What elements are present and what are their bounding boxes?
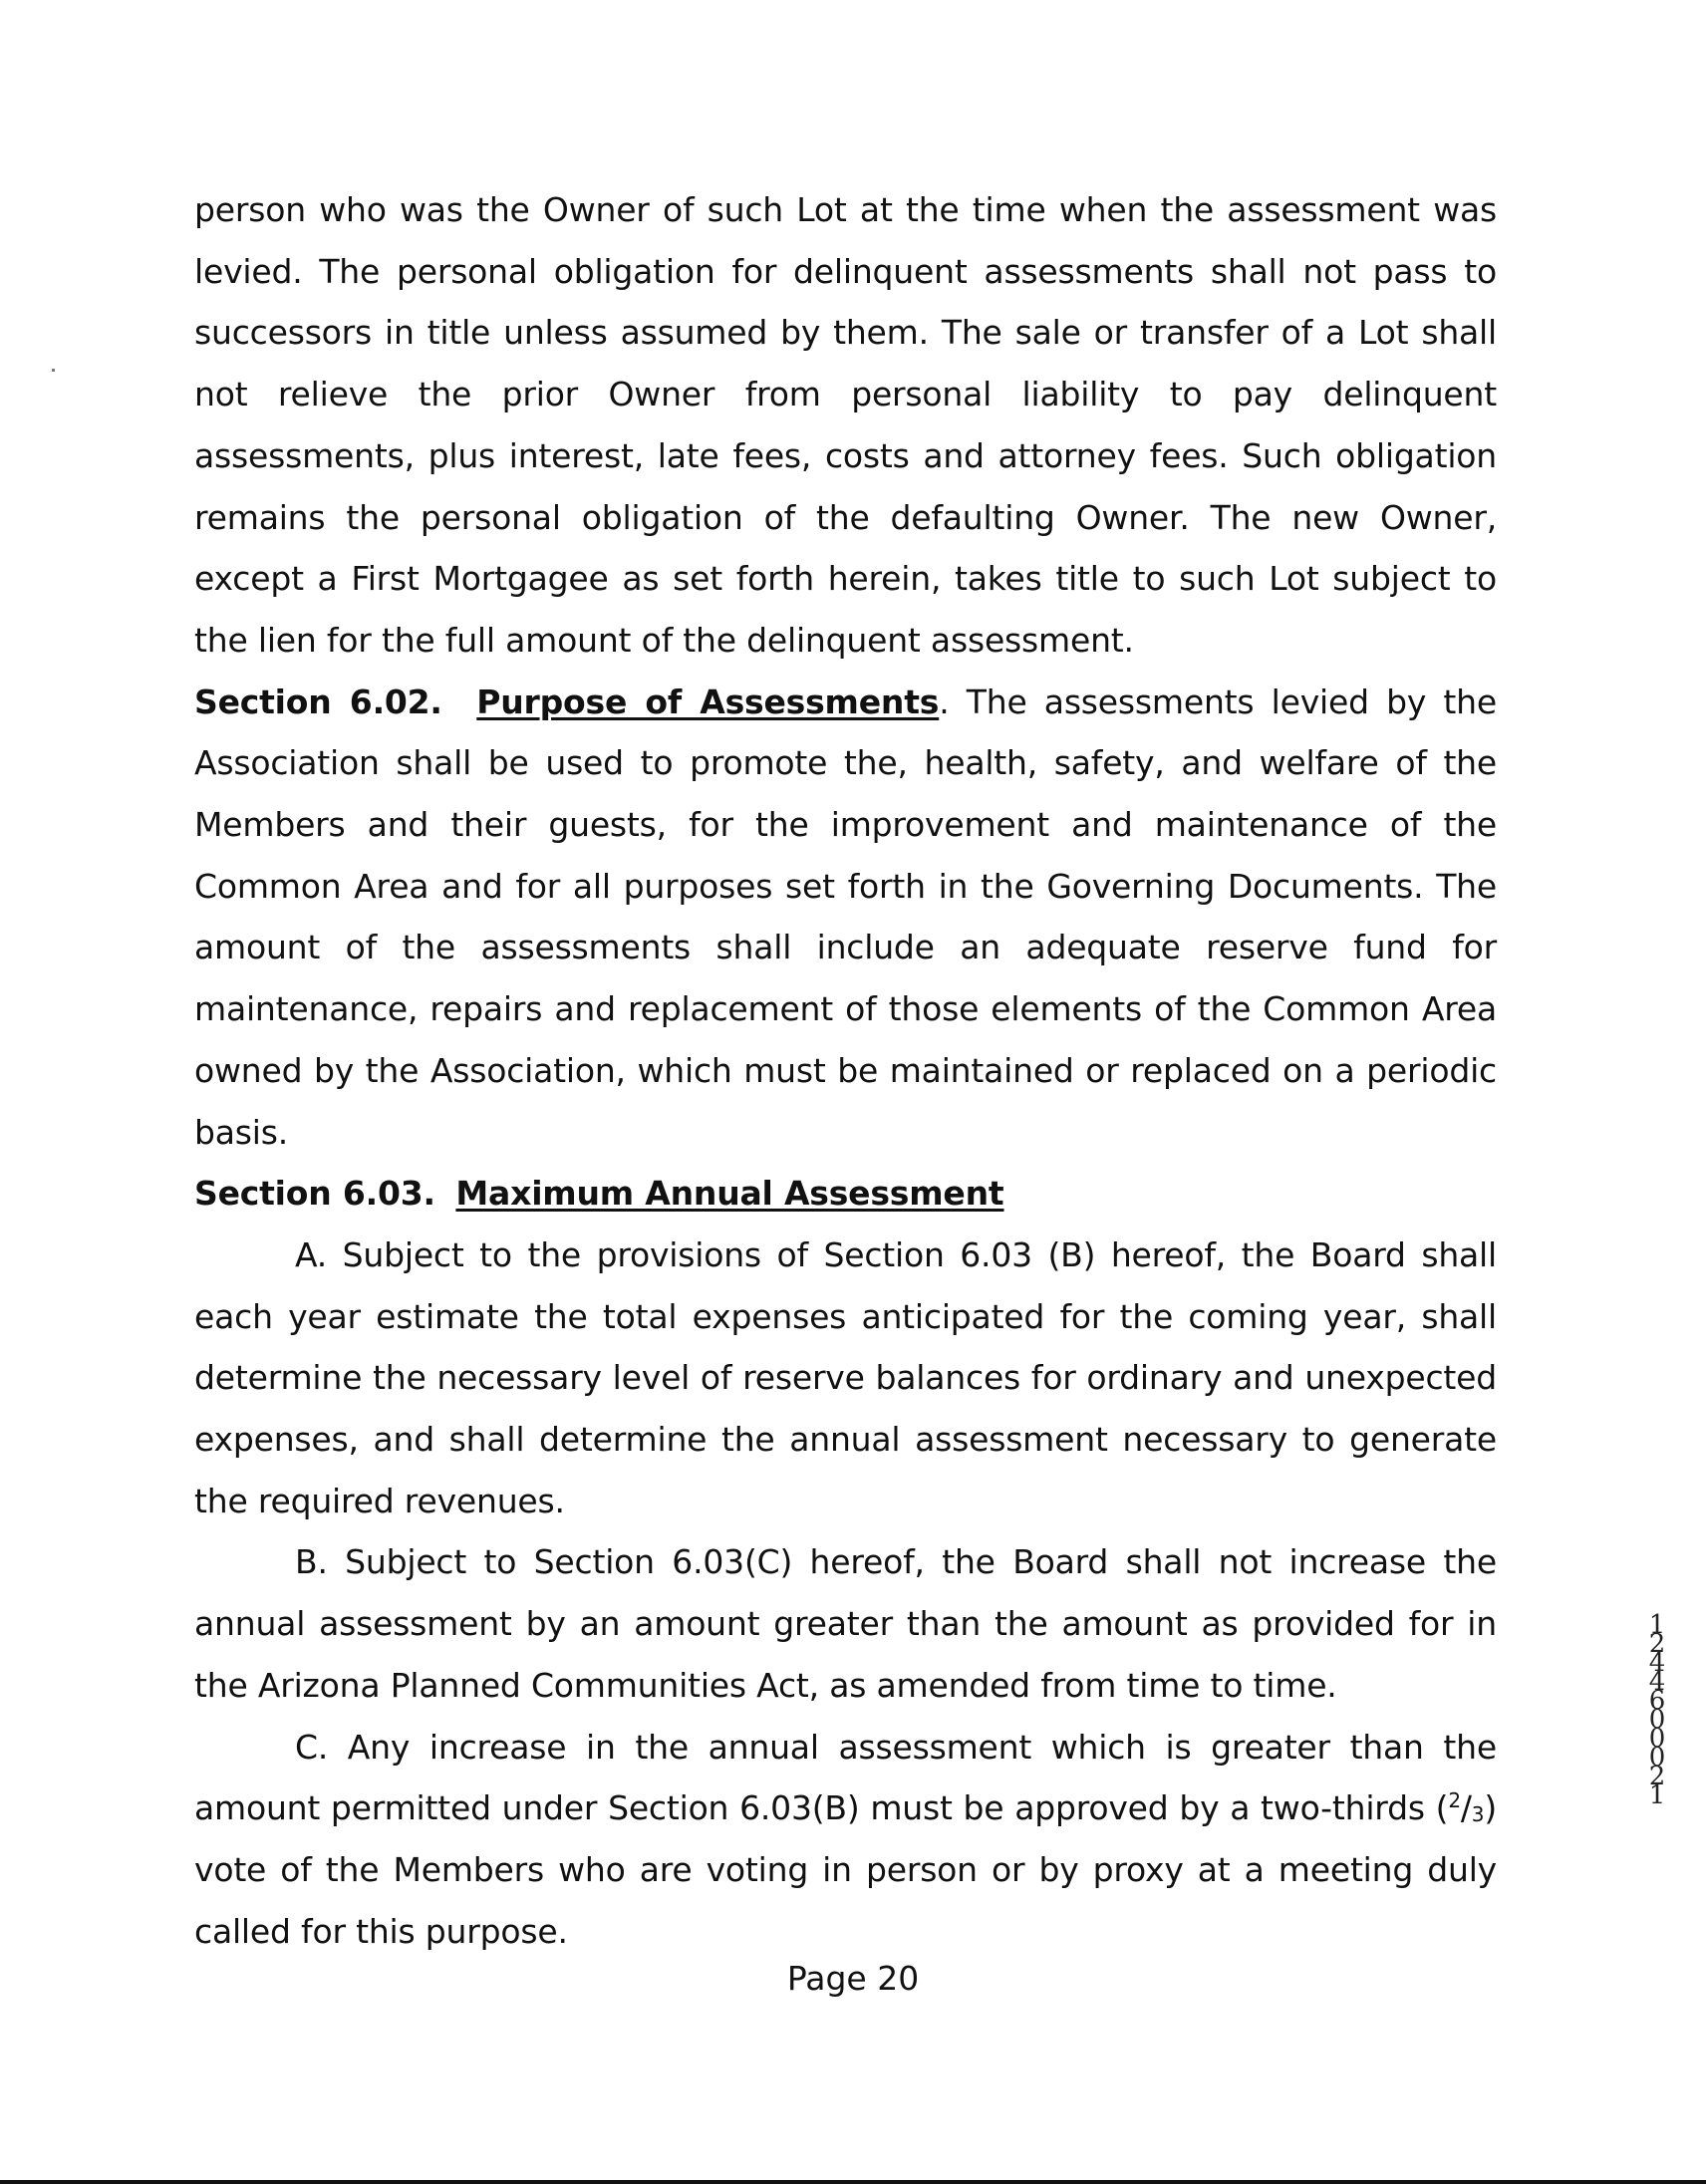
section-title: Maximum Annual Assessment xyxy=(455,1174,1004,1214)
fraction-numerator: 2 xyxy=(1448,1788,1461,1813)
scan-speck xyxy=(52,369,55,372)
paragraph-continued: person who was the Owner of such Lot at the time when the assessment was levied. The personal obligation for delinquent assessments shall not pass to successors in title unless assumed by them. The sale or transfer of a Lot shall not relieve the prior Owner from personal liability to pay delinquent assessments, plus interest, late fees, costs and attorney fees. Such obligation remains the personal obligation of the defaulting Owner. The new Owner, except a First Mortgagee as set forth herein, takes title to such Lot subject to the lien for the full amount of the delinquent assessment. xyxy=(194,190,1497,660)
section-number: Section 6.02. xyxy=(194,682,442,721)
fraction-slash: / xyxy=(1460,1788,1472,1828)
fraction-denominator: 3 xyxy=(1471,1802,1485,1827)
scan-bottom-edge xyxy=(0,2180,1706,2184)
subsection-c-text-end: ) vote of the Members who are voting in person or by proxy at a meeting duly called for this purpose. xyxy=(194,1788,1497,1951)
section-6-02 xyxy=(194,672,1497,1164)
section-number: Section 6.03. xyxy=(194,1174,435,1214)
recording-number-stamp: 12446 00021 xyxy=(1648,1610,1666,1810)
section-6-03-heading xyxy=(194,1163,1497,1225)
subsection-b: B. Subject to Section 6.03(C) hereof, the Board shall not increase the annual assessment by an amount greater than the amount as provided for in the Arizona Planned Communities Act, as amended from time to time. xyxy=(194,1542,1497,1705)
section-title: Purpose of Assessments xyxy=(476,682,940,721)
subsection-c xyxy=(194,1717,1497,1963)
subsection-c-text-start: C. Any increase in the annual assessment which is greater than the amount permitted under Section 6.03(B) must be approved by a two-thirds ( xyxy=(194,1727,1497,1828)
subsection-a: A. Subject to the provisions of Section 6.03 (B) hereof, the Board shall each year estimate the total expenses anticipated for the coming year, shall determine the necessary level of reserve balances for ordinary and unexpected expenses, and shall determine the annual assessment necessary to generate the required revenues. xyxy=(194,1234,1497,1520)
page-number: Page 20 xyxy=(786,1959,920,1998)
section-body: . The assessments levied by the Association shall be used to promote the, health, safety, and welfare of the Members and their guests, for the improvement and maintenance of the Common Area and for all purposes set forth in the Governing Documents. The amount of the assessments shall include an adequate reserve fund for maintenance, repairs and replacement of those elements of the Common Area owned by the Association, which must be maintained or replaced on a periodic basis. xyxy=(194,682,1497,1152)
page-body xyxy=(194,179,1497,1962)
